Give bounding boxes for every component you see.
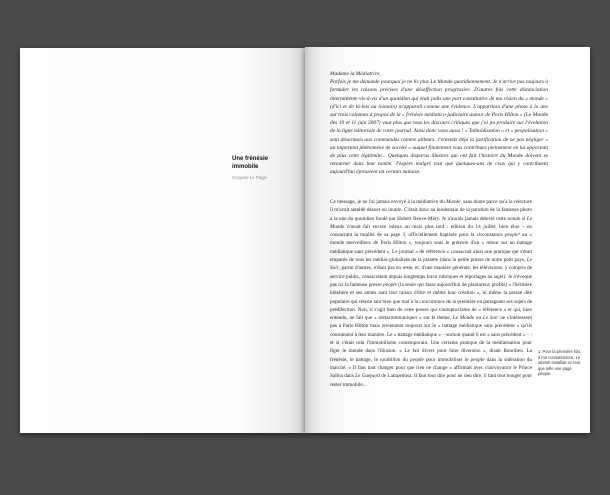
italic-text-segment: Parfois je me demande pourquoi je ne lis plus (330, 79, 431, 86)
text-segment: installait en tant que telle une page (538, 360, 581, 371)
text-segment: ou (474, 315, 483, 322)
italic-text-segment: people (470, 356, 485, 363)
text-segment: ne s'intéressent pas à Paris Hilton mais reviennent toujours sur le « battage médiatique sans précédent » qu'ils couronnent à leur manière. Le « battage médiatique » – surtout quand il est « sans précédent » – : et si c'était cela l'immobilisme contemporain. Une certaine pratique de la médiatisation pour figer le monde dans l'illusion. « Le fait divers pour faire diversion », disait Bourdieu. La frénésie, le battage, le tourbillon du (330, 315, 533, 363)
italic-text-segment: doivent se retourner dans leur tombe. J'espère malgré tout que quelques-uns de ceux qui y contribuent aujourd'hui éprouvent un certain malaise. (330, 153, 548, 176)
footnote (538, 349, 584, 377)
italic-text-segment: quotidiennement. Je n'arrive pas toujours à formuler les raisons précises d'une désaffection progressive. D'autres fois cette distanciation intermittente vis-à-vis d'un quotidien qui était jadis une part constitutive de ma vision du « monde » (d'ici et de là-bas au lointain) m'apparaît comme une évidence. L'apparition d'une photo à la une sur trois colonnes à propos de la « frénésie médiatico-judiciaire autour de Paris Hilton » ( (330, 79, 549, 119)
italic-text-segment: Le Guépard (355, 373, 380, 380)
italic-text-segment: des 10 et 11 juin 2007) vaut plus que tous les discours critiques que j'ai pu produire sur l'évolution de la ligne éditoriale de votre journal. Ainsi donc vous aussi ! « Tabloïdisation » et « peopolisation » sont désormais aux commandes comme ailleurs. J'entends déjà la justification de ne pas négliger « un important phénomène de société » auquel finalement vous contribuez pleinement en lui apportant de plus cette légitimité... Quelques disparus illustres qui ont fait l'histoire du (330, 120, 548, 160)
italic-text-segment: people (409, 356, 424, 363)
letter-excerpt (330, 70, 548, 177)
letter-salutation: Madame la Médiatrice, (330, 71, 381, 77)
text-segment: Monde (507, 153, 524, 160)
text-segment: ¹ au « monde merveilleux de Paris Hilton », toujours sous le prétexte d'un « retour sur un battage médiatique sans précédent ». Le journal « de référence » consacrait ainsi une pratique qui s'était emparée de tous les médias globalisés de la planète (dans la petite presse de notre petit pays, (330, 232, 532, 264)
body-paragraph (330, 198, 532, 389)
text-segment: de Lampedusa. Il faut tout dire pour ne rien dire, il faut tout bouger pour rester immobile... (330, 373, 532, 388)
chapter-author: Grégoire Le Paige (232, 175, 267, 180)
italic-text-segment: people (383, 281, 397, 288)
text-segment: Le Monde (525, 112, 549, 119)
text-segment: Ce message, je ne l'ai jamais envoyé à la médiatrice du (330, 199, 447, 205)
text-segment: dans la sidération du marché. « Il faut tout changer pour que rien ne change » affirmait avec clairvoyance le Prince Salina dans (330, 356, 532, 380)
letter-paragraph (330, 79, 548, 175)
italic-text-segment: Le Monde (330, 215, 532, 230)
text-segment: (la seule qui fasse aujourd'hui de plantureux profits) « l'héritière hôtelière et ses amies sont leur raison d'être et même leur création », ni même la presse dite populaire qui résiste tant bien que mal à la concurrence de la première en partageant ses sujets de prédilection. Non, il s'agit bien de cette presse qui s'autoproclame de « référence » et qui, bien entendu, ne fait que « métacommuniquer » sur le thème. (330, 281, 533, 322)
text-segment: , parmi d'autres, n'était pas en reste, et, d'une manière générale, les télévisions, y compris de service public, consacraient depuis longtemps force rubriques et reportages au sujet). Je n'évoque pas ici la fameuse presse (330, 265, 532, 288)
text-segment: 1. Pour la première fois, à ma connaissance, (538, 349, 582, 360)
italic-text-segment: Le Monde (452, 315, 475, 322)
italic-text-segment: Le Monde (538, 354, 581, 366)
text-segment: , sans doute parce qu'à la relecture il m'avait semblé désuet ou inutile. C'était donc au lendemain de la parution de la fameuse photo à la une du quotidien fondé par Hubert Beuve-Méry. Je n'aurais jamais détecté cette notule si (330, 199, 532, 222)
text-segment: Le Monde (430, 79, 453, 86)
left-page (20, 48, 305, 433)
text-segment: . (550, 371, 552, 377)
italic-text-segment: Le Soir (330, 257, 532, 272)
italic-text-segment: Le Soir (482, 315, 499, 322)
chapter-title: Une frénésie immobile (232, 156, 269, 170)
italic-text-segment: Monde (446, 199, 461, 205)
text-segment: n'avait fait encore mieux un mois plus tard : édition du 14 juillet, bien élue – en consacrant la totalité de sa page 3, officiellement baptisée pour la circonstance (330, 223, 532, 239)
italic-text-segment: people (538, 371, 551, 377)
right-page (305, 47, 590, 433)
text-segment: pour immobiliser le (423, 356, 471, 363)
italic-text-segment: people (504, 232, 519, 239)
